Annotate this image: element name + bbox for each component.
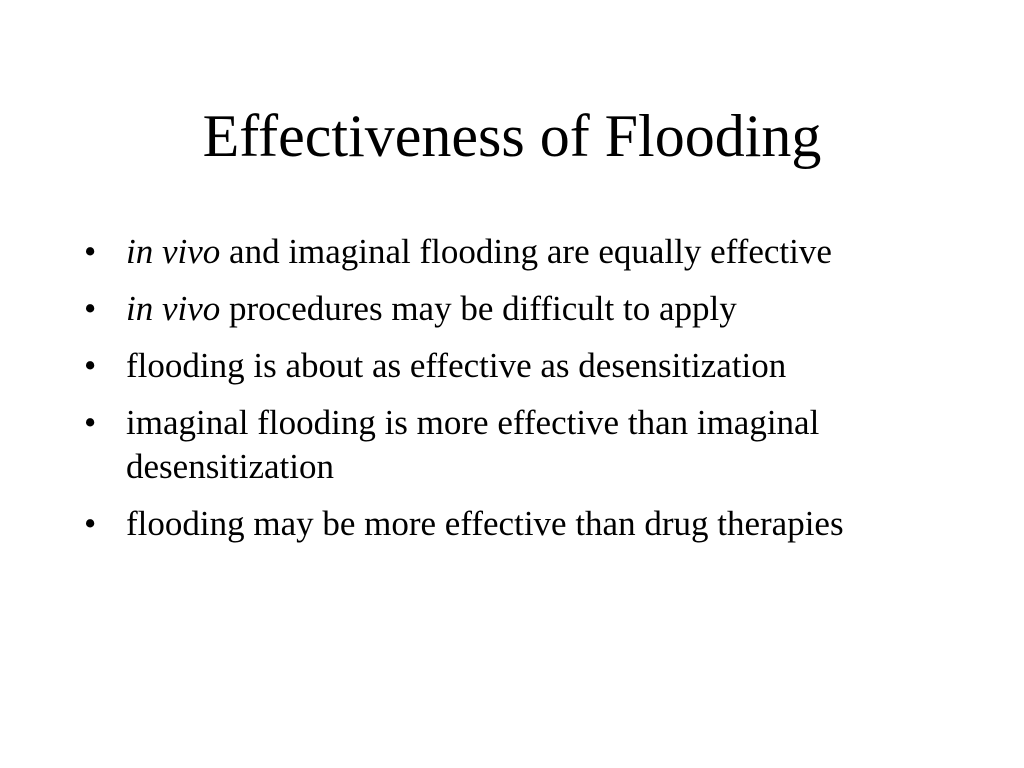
bullet-text: imaginal flooding is more effective than imaginal desensitization xyxy=(126,403,820,486)
bullet-text: and imaginal flooding are equally effective xyxy=(220,232,832,271)
bullet-item xyxy=(84,287,954,331)
bullet-italic-text: in vivo xyxy=(126,232,221,271)
slide-title: Effectiveness of Flooding xyxy=(202,103,822,169)
bullet-item xyxy=(84,230,954,274)
bullet-icon: • xyxy=(84,346,97,385)
bullet-text: flooding may be more effective than drug therapies xyxy=(126,504,844,543)
bullet-icon: • xyxy=(84,504,97,543)
bullet-text: procedures may be difficult to apply xyxy=(220,289,737,328)
bullet-icon: • xyxy=(84,289,97,328)
bullet-italic-text: in vivo xyxy=(126,289,221,328)
bullet-item xyxy=(84,344,954,388)
bullet-list xyxy=(84,230,954,559)
bullet-item xyxy=(84,401,954,489)
bullet-icon: • xyxy=(84,403,97,442)
bullet-icon: • xyxy=(84,232,97,271)
bullet-text: flooding is about as effective as desensitization xyxy=(126,346,787,385)
bullet-item xyxy=(84,502,954,546)
